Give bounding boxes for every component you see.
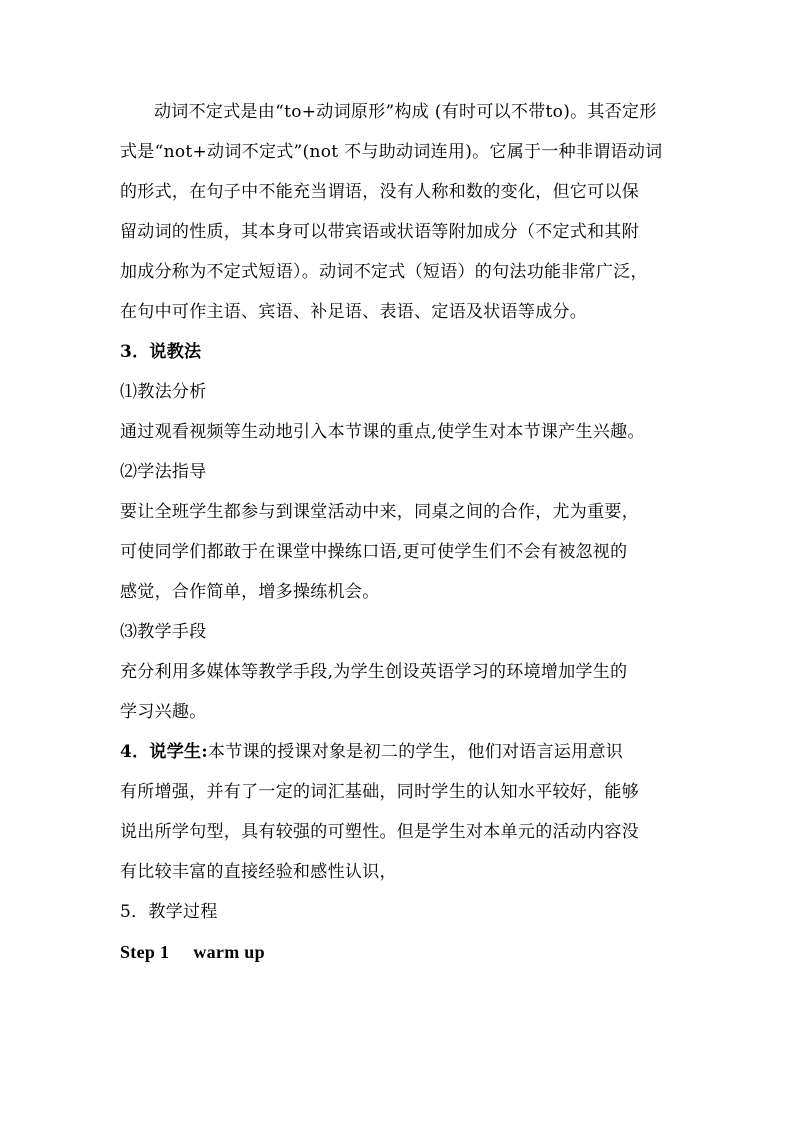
paragraph-infinitive — [120, 101, 694, 324]
text-line: 可使同学们都敢于在课堂中操练口语,更可使学生们不会有被忽视的 — [120, 542, 628, 562]
text-line: 充分利用多媒体等教学手段,为学生创设英语学习的环境增加学生的 — [120, 662, 628, 682]
subsection-title: ⑴教法分析 — [120, 382, 207, 402]
text-line: 有所增强，并有了一定的词汇基础，同时学生的认知水平较好，能够 — [120, 782, 639, 802]
subsection-title: ⑶教学手段 — [120, 622, 207, 642]
text-line: 有比较丰富的直接经验和感性认识， — [120, 862, 397, 882]
step-heading — [120, 941, 694, 964]
section-heading: 5．教学过程 — [120, 902, 218, 922]
text-line: 要让全班学生都参与到课堂活动中来，同桌之间的合作，尤为重要， — [120, 502, 639, 522]
text-line: 感觉，合作简单，增多操练机会。 — [120, 582, 380, 602]
text-line: 说出所学句型，具有较强的可塑性。但是学生对本单元的活动内容没 — [120, 822, 639, 842]
step-1 — [120, 941, 694, 964]
subsection-title: ⑵学法指导 — [120, 462, 207, 482]
text-line — [120, 741, 694, 764]
text-line: 通过观看视频等生动地引入本节课的重点,使学生对本节课产生兴趣。 — [120, 422, 645, 442]
text-line: 的形式，在句子中不能充当谓语，没有人称和数的变化，但它可以保 — [120, 182, 639, 202]
section-students — [120, 741, 694, 884]
section-process — [120, 901, 694, 924]
step-title: warm up — [193, 942, 265, 962]
section-heading: 4．说学生: — [120, 742, 208, 762]
step-label: Step 1 — [120, 942, 170, 962]
text-line: 动词不定式是由“to+动词原形”构成 (有时可以不带to)。其否定形 — [154, 102, 657, 122]
text-line: 式是“not+动词不定式”(not 不与助动词连用)。它属于一种非谓语动词 — [120, 142, 663, 162]
text-line: 在句中可作主语、宾语、补足语、表语、定语及状语等成分。 — [120, 302, 588, 322]
section-teaching-method — [120, 341, 694, 724]
text-line: 加成分称为不定式短语）。动词不定式（短语）的句法功能非常广泛， — [120, 262, 648, 282]
text-line: 留动词的性质，其本身可以带宾语或状语等附加成分（不定式和其附 — [120, 222, 639, 242]
text-line: 学习兴趣。 — [120, 702, 207, 722]
section-heading: 3．说教法 — [120, 342, 202, 362]
text-run: 本节课的授课对象是初二的学生，他们对语言运用意识 — [207, 742, 624, 762]
